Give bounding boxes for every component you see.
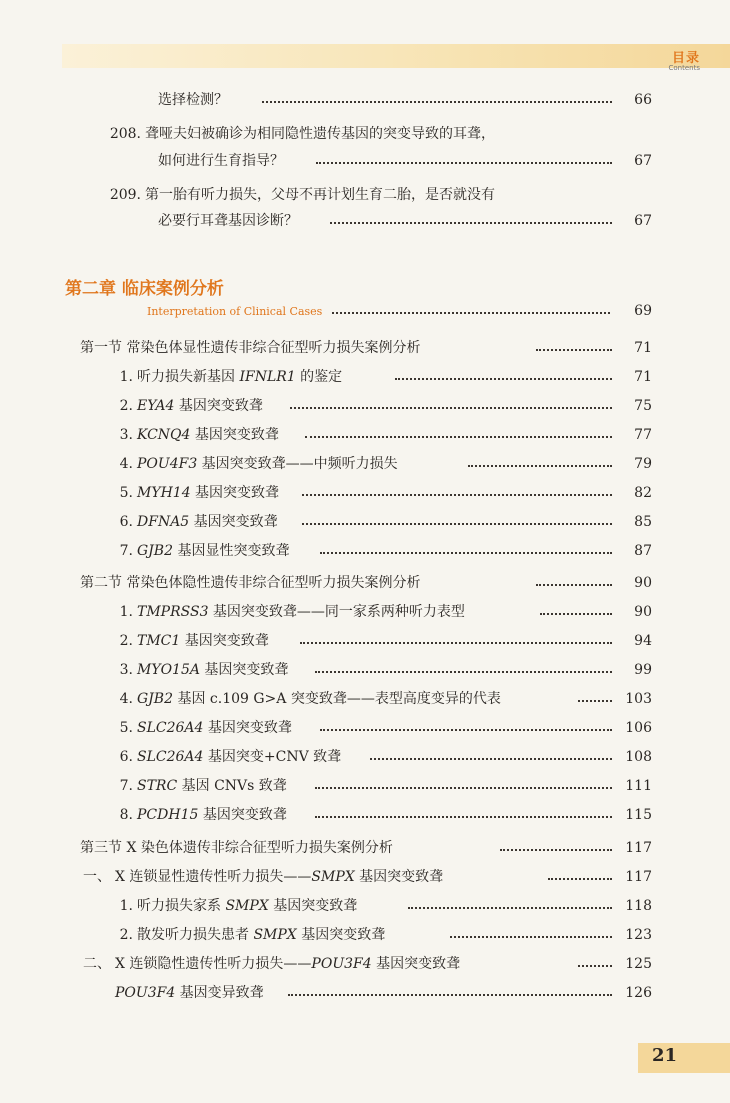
dot-leader (450, 936, 612, 938)
entry-title: GJB2 基因显性突变致聋 (137, 543, 290, 559)
page-number: 126 (625, 985, 652, 1001)
toc-entry[interactable] (0, 394, 730, 418)
toc-entry[interactable] (0, 774, 730, 798)
dot-leader (468, 465, 612, 467)
entry-title: 必要行耳聋基因诊断？ (158, 213, 298, 229)
chapter-en-entry[interactable] (0, 299, 730, 323)
entry-title: SLC26A4 基因突变+CNV 致聋 (137, 749, 342, 765)
entry-title: 第一胎有听力损失，父母不再计划生育二胎，是否就没有 (145, 187, 495, 203)
entry-number: 一、 (83, 869, 111, 885)
header-title: 目录 (671, 51, 700, 66)
page-number: 69 (634, 303, 652, 319)
page-number: 115 (625, 807, 652, 823)
toc-section-heading[interactable] (0, 336, 730, 360)
entry-number: 5. (119, 485, 133, 501)
dot-leader (316, 162, 612, 164)
page-number: 90 (634, 575, 652, 591)
dot-leader (290, 407, 612, 409)
page-number: 71 (634, 369, 652, 385)
entry-title: 散发听力损失患者 SMPX 基因突变致聋 (137, 927, 386, 943)
page-number: 103 (625, 691, 652, 707)
entry-number: 4. (119, 456, 133, 472)
entry-title: GJB2 基因 c.109 G>A 突变致聋——表型高度变异的代表 (137, 691, 501, 707)
entry-title: X 连锁隐性遗传性听力损失——POU3F4 基因突变致聋 (115, 956, 461, 972)
entry-title: MYH14 基因突变致聋 (137, 485, 280, 501)
toc-entry[interactable] (0, 803, 730, 827)
header-band (62, 44, 730, 68)
entry-number: 6. (119, 514, 133, 530)
dot-leader (578, 700, 612, 702)
dot-leader (548, 878, 612, 880)
toc-entry[interactable] (0, 481, 730, 505)
entry-title: X 连锁显性遗传性听力损失——SMPX 基因突变致聋 (115, 869, 444, 885)
toc-entry[interactable] (0, 365, 730, 389)
page-number: 111 (625, 778, 652, 794)
toc-entry[interactable] (0, 539, 730, 563)
dot-leader (536, 349, 612, 351)
dot-leader (500, 849, 612, 851)
entry-title: 选择检测？ (158, 92, 228, 108)
entry-title: TMPRSS3 基因突变致聋——同一家系两种听力表型 (137, 604, 465, 620)
page-number: 67 (634, 213, 652, 229)
toc-section-heading[interactable] (0, 571, 730, 595)
entry-number: 2. (119, 398, 133, 414)
entry-title: 如何进行生育指导？ (158, 153, 284, 169)
toc-entry[interactable] (0, 894, 730, 918)
entry-title: EYA4 基因突变致聋 (137, 398, 263, 414)
entry-number: 2. (119, 927, 133, 943)
entry-number: 3. (119, 427, 133, 443)
toc-entry[interactable] (0, 122, 730, 146)
dot-leader (536, 584, 612, 586)
entry-title: 第一节 常染色体显性遗传非综合征型听力损失案例分析 (80, 340, 421, 356)
page-number: 117 (625, 869, 652, 885)
entry-title: 第三节 X 染色体遗传非综合征型听力损失案例分析 (80, 840, 393, 856)
entry-number: 1. (119, 369, 133, 385)
entry-number: 3. (119, 662, 133, 678)
entry-title: 第二节 常染色体隐性遗传非综合征型听力损失案例分析 (80, 575, 421, 591)
entry-number: 8. (119, 807, 133, 823)
page-number: 67 (634, 153, 652, 169)
toc-entry[interactable] (0, 716, 730, 740)
entry-number: 7. (119, 778, 133, 794)
page-number: 77 (634, 427, 652, 443)
page-number: 108 (625, 749, 652, 765)
toc-entry[interactable] (0, 149, 730, 173)
toc-entry[interactable] (0, 981, 730, 1005)
entry-title: 听力损失家系 SMPX 基因突变致聋 (137, 898, 358, 914)
toc-entry[interactable] (0, 923, 730, 947)
dot-leader (305, 436, 612, 438)
entry-number: 二、 (83, 956, 111, 972)
dot-leader (395, 378, 612, 380)
entry-title: SLC26A4 基因突变致聋 (137, 720, 292, 736)
page-number: 66 (634, 92, 652, 108)
toc-entry[interactable] (0, 88, 730, 112)
dot-leader (540, 613, 612, 615)
entry-number: 5. (119, 720, 133, 736)
page-number: 87 (634, 543, 652, 559)
entry-title: POU4F3 基因突变致聋——中频听力损失 (137, 456, 398, 472)
entry-title: PCDH15 基因突变致聋 (137, 807, 287, 823)
page-number: 125 (625, 956, 652, 972)
header-subtitle: Contents (668, 64, 700, 72)
entry-number: 7. (119, 543, 133, 559)
dot-leader (320, 552, 612, 554)
dot-leader (320, 729, 612, 731)
dot-leader (302, 523, 612, 525)
toc-entry[interactable] (0, 629, 730, 653)
toc-entry[interactable] (0, 183, 730, 207)
entry-title: DFNA5 基因突变致聋 (137, 514, 278, 530)
page-number: 85 (634, 514, 652, 530)
dot-leader (332, 312, 610, 314)
toc-entry[interactable] (0, 452, 730, 476)
entry-number: 6. (119, 749, 133, 765)
toc-entry[interactable] (0, 423, 730, 447)
entry-number: 209. (109, 187, 141, 203)
dot-leader (302, 494, 612, 496)
page-number: 79 (634, 456, 652, 472)
dot-leader (408, 907, 612, 909)
toc-entry[interactable] (0, 865, 730, 889)
dot-leader (315, 671, 612, 673)
toc-entry[interactable] (0, 600, 730, 624)
page-number: 94 (634, 633, 652, 649)
entry-title: 聋哑夫妇被确诊为相同隐性遗传基因的突变导致的耳聋， (145, 126, 495, 142)
dot-leader (300, 642, 612, 644)
entry-number: 208. (109, 126, 141, 142)
page-number: 99 (634, 662, 652, 678)
entry-title: MYO15A 基因突变致聋 (137, 662, 289, 678)
toc-entry[interactable] (0, 658, 730, 682)
dot-leader (578, 965, 612, 967)
dot-leader (330, 222, 612, 224)
entry-title: STRC 基因 CNVs 致聋 (137, 778, 287, 794)
page-number: 71 (634, 340, 652, 356)
entry-number: 1. (119, 604, 133, 620)
entry-number: 1. (119, 898, 133, 914)
dot-leader (262, 101, 612, 103)
chapter-en-title: Interpretation of Clinical Cases (147, 305, 323, 318)
page-number: 117 (625, 840, 652, 856)
toc-section-heading[interactable] (0, 836, 730, 860)
entry-number: 4. (119, 691, 133, 707)
dot-leader (315, 816, 612, 818)
entry-number: 2. (119, 633, 133, 649)
chapter-title: 第二章 临床案例分析 (65, 279, 224, 299)
toc-entry[interactable] (0, 209, 730, 233)
page-number: 106 (625, 720, 652, 736)
entry-title: POU3F4 基因变异致聋 (115, 985, 264, 1001)
toc-entry[interactable] (0, 745, 730, 769)
dot-leader (315, 787, 612, 789)
page-number: 82 (634, 485, 652, 501)
toc-entry[interactable] (0, 687, 730, 711)
page-number: 123 (625, 927, 652, 943)
toc-entry[interactable] (0, 952, 730, 976)
toc-entry[interactable] (0, 510, 730, 534)
dot-leader (370, 758, 612, 760)
entry-title: 听力损失新基因 IFNLR1 的鉴定 (137, 369, 343, 385)
entry-title: TMC1 基因突变致聋 (137, 633, 269, 649)
page-number-footer: 21 (652, 1045, 678, 1066)
dot-leader (288, 994, 612, 996)
page-number: 118 (625, 898, 652, 914)
page-number: 75 (634, 398, 652, 414)
page-number: 90 (634, 604, 652, 620)
entry-title: KCNQ4 基因突变致聋 (137, 427, 279, 443)
